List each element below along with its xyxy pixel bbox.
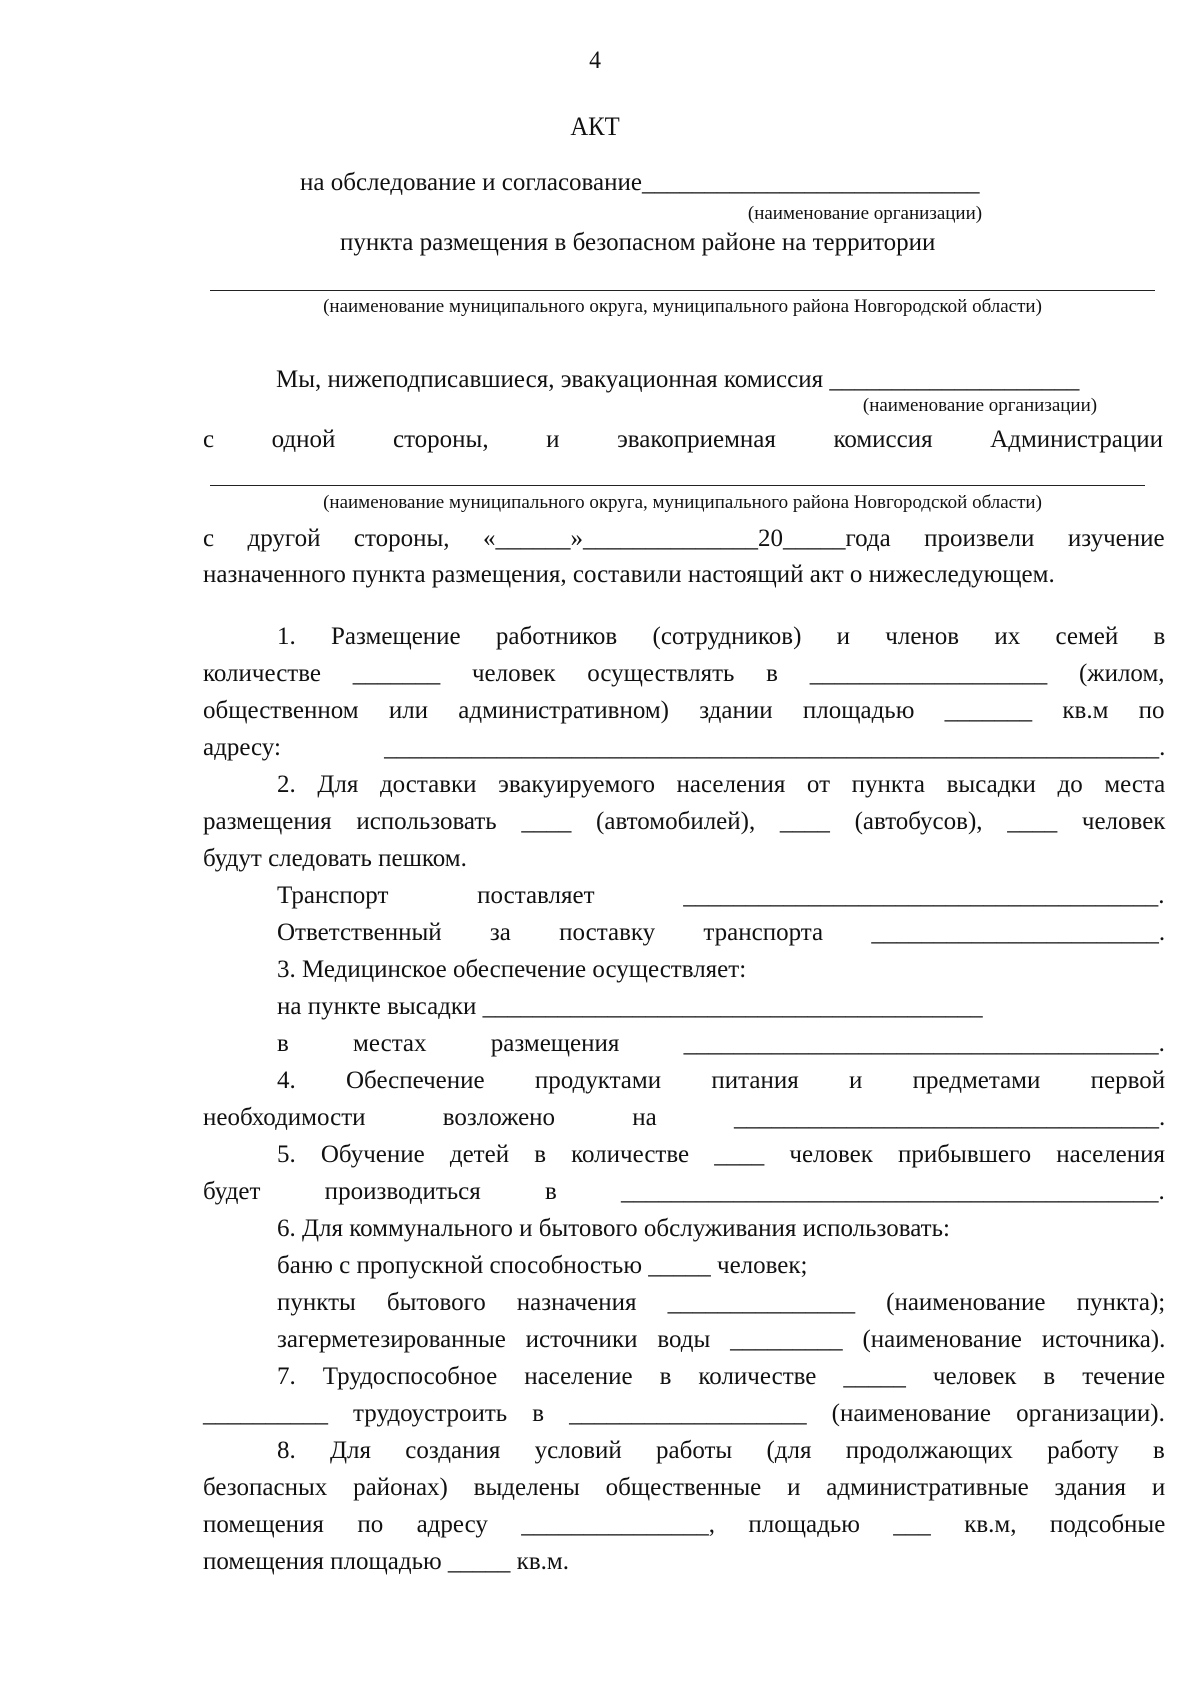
item-3-line-3: в местах размещения ______________________________________. <box>277 1030 1165 1057</box>
item-5-line-1: 5. Обучение детей в количестве ____ человек прибывшего населения <box>277 1141 1166 1168</box>
item-2-line-3: будут следовать пешком. <box>203 845 467 872</box>
item-7-line-2: __________ трудоустроить в ___________________ (наименование организации). <box>203 1400 1165 1427</box>
item-3-line-2: на пункте высадки ________________________________________ <box>277 993 983 1020</box>
item-8-line-1: 8. Для создания условий работы (для продолжающих работу в <box>277 1437 1165 1464</box>
item-1-line-1: 1. Размещение работников (сотрудников) и членов их семей в <box>277 623 1166 650</box>
item-8-line-2: безопасных районах) выделены общественные и административные здания и <box>203 1474 1166 1501</box>
intro-word: комиссия <box>833 426 933 453</box>
item-2-line-1: 2. Для доставки эвакуируемого населения от пункта высадки до места <box>277 771 1166 798</box>
item-1-line-4: адресу: ______________________________________________________________. <box>203 734 1166 761</box>
item-6-line-2: баню с пропускной способностью _____ человек; <box>277 1252 808 1279</box>
item-2-line-2: размещения использовать ____ (автомобилей), ____ (автобусов), ____ человек <box>203 808 1166 835</box>
item-8-line-3: помещения по адресу _______________, площадью ___ кв.м, подсобные <box>203 1511 1166 1538</box>
intro-word: и <box>546 426 560 453</box>
header-rule <box>210 290 1155 291</box>
intro-caption-1: (наименование организации) <box>862 395 1098 416</box>
intro-word: Администрации <box>990 426 1163 453</box>
intro-rule <box>210 485 1145 486</box>
header-line-2: пункта размещения в безопасном районе на территории <box>340 229 936 256</box>
item-4-line-1: 4. Обеспечение продуктами питания и предметами первой <box>277 1067 1166 1094</box>
item-8-line-4: помещения площадью _____ кв.м. <box>203 1548 569 1575</box>
item-4-line-2: необходимости возложено на __________________________________. <box>203 1104 1166 1131</box>
intro-word: стороны, <box>392 426 489 453</box>
item-1-line-2: количестве _______ человек осуществлять в ___________________ (жилом, <box>203 660 1165 687</box>
intro-line-1: Мы, нижеподписавшиеся, эвакуационная комиссия ____________________ <box>276 366 1080 393</box>
item-6-line-1: 6. Для коммунального и бытового обслуживания использовать: <box>277 1215 950 1242</box>
header-line-1: на обследование и согласование___________________________ <box>300 169 980 196</box>
item-2-line-4: Транспорт поставляет ______________________________________. <box>277 882 1165 909</box>
item-7-line-1: 7. Трудоспособное население в количестве _____ человек в течение <box>277 1363 1166 1390</box>
item-6-line-3: пункты бытового назначения _______________ (наименование пункта); <box>277 1289 1166 1316</box>
intro-line-2 <box>203 425 1163 455</box>
item-1-line-3: общественном или административном) здании площадью _______ кв.м по <box>203 697 1165 724</box>
item-6-line-4: загерметезированные источники воды _________ (наименование источника). <box>277 1326 1166 1353</box>
item-2-line-5: Ответственный за поставку транспорта _______________________. <box>277 919 1166 946</box>
header-caption-1: (наименование организации) <box>747 203 983 224</box>
intro-word: эвакоприемная <box>617 426 776 453</box>
item-3-line-1: 3. Медицинское обеспечение осуществляет: <box>277 956 747 983</box>
item-5-line-2: будет производиться в ___________________________________________. <box>203 1178 1165 1205</box>
header-caption-2: (наименование муниципального округа, муниципального района Новгородской области) <box>323 296 1042 317</box>
page-number: 4 <box>589 47 601 74</box>
intro-caption-2: (наименование муниципального округа, муниципального района Новгородской области) <box>323 492 1042 513</box>
intro-line-3: с другой стороны, «______»______________20_____года произвели изучение <box>203 525 1165 552</box>
intro-word: одной <box>271 426 336 453</box>
document-title: АКТ <box>570 112 620 141</box>
intro-line-4: назначенного пункта размещения, составили настоящий акт о нижеследующем. <box>203 561 1055 588</box>
intro-word: с <box>203 426 215 453</box>
